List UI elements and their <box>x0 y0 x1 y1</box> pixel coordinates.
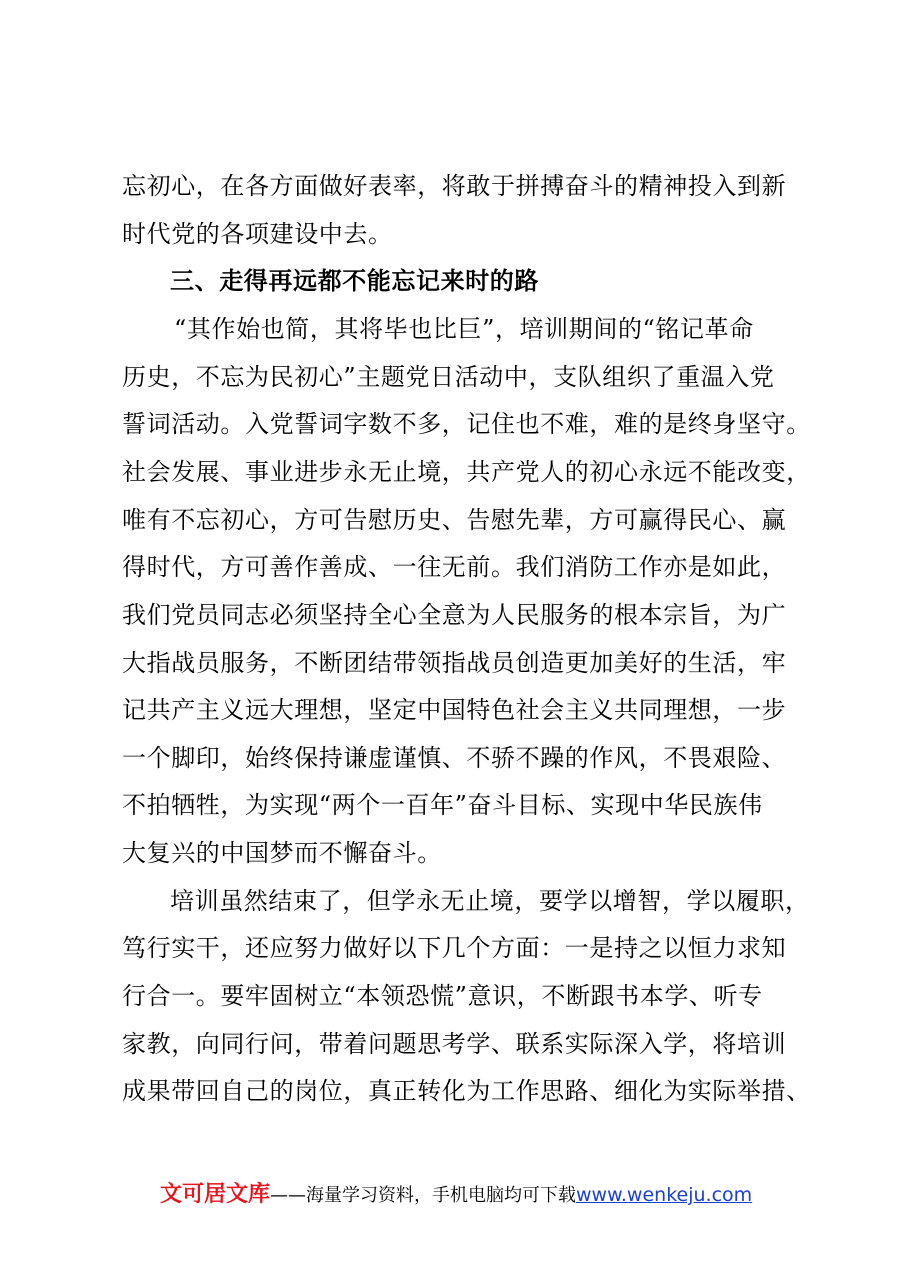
website-link[interactable]: www.wenkeju.com <box>576 1184 753 1206</box>
body-line: 笃行实干，还应努力做好以下几个方面：一是持之以恒力求知 <box>122 934 787 962</box>
body-line: 一个脚印，始终保持谦虚谨慎、不骄不躁的作风，不畏艰险、 <box>122 744 787 772</box>
body-line: 成果带回自己的岗位，真正转化为工作思路、细化为实际举措、 <box>122 1077 811 1105</box>
body-line: 培训虽然结束了，但学永无止境，要学以增智，学以履职， <box>170 887 810 915</box>
body-line: 唯有不忘初心，方可告慰历史、告慰先辈，方可赢得民心、赢 <box>122 506 787 534</box>
body-line: 行合一。要牢固树立“本领恐慌”意识，不断跟书本学、听专 <box>122 982 763 1010</box>
body-line: 家教，向同行问，带着问题思考学、联系实际深入学，将培训 <box>122 1030 787 1058</box>
body-line: 我们党员同志必须坚持全心全意为人民服务的根本宗旨，为广 <box>122 601 787 629</box>
body-line: 得时代，方可善作善成、一往无前。我们消防工作亦是如此， <box>122 553 787 581</box>
body-line: 社会发展、事业进步永无止境，共产党人的初心永远不能改变， <box>122 458 811 486</box>
body-line: 大复兴的中国梦而不懈奋斗。 <box>122 839 442 867</box>
body-line: 大指战员服务，不断团结带领指战员创造更加美好的生活，牢 <box>122 649 787 677</box>
body-line: 记共产主义远大理想，坚定中国特色社会主义共同理想，一步 <box>122 696 787 724</box>
body-line: 忘初心，在各方面做好表率，将敢于拼搏奋斗的精神投入到新 <box>122 172 787 200</box>
body-line: 不拍牺牲，为实现“两个一百年”奋斗目标、实现中华民族伟 <box>122 791 763 819</box>
brand-name: 文可居文库 <box>160 1182 271 1207</box>
body-line: 誓词活动。入党誓词字数不多，记住也不难，难的是终身坚守。 <box>122 410 811 438</box>
footer-slogan: ——海量学习资料，手机电脑均可下载 <box>270 1185 577 1206</box>
body-line: 时代党的各项建设中去。 <box>122 220 393 248</box>
section-heading: 三、走得再远都不能忘记来时的路 <box>170 267 539 295</box>
body-line: “其作始也简，其将毕也比巨”，培训期间的“铭记革命 <box>174 315 754 343</box>
footer-banner <box>160 1180 800 1211</box>
body-line: 历史，不忘为民初心”主题党日活动中，支队组织了重温入党 <box>122 363 775 391</box>
